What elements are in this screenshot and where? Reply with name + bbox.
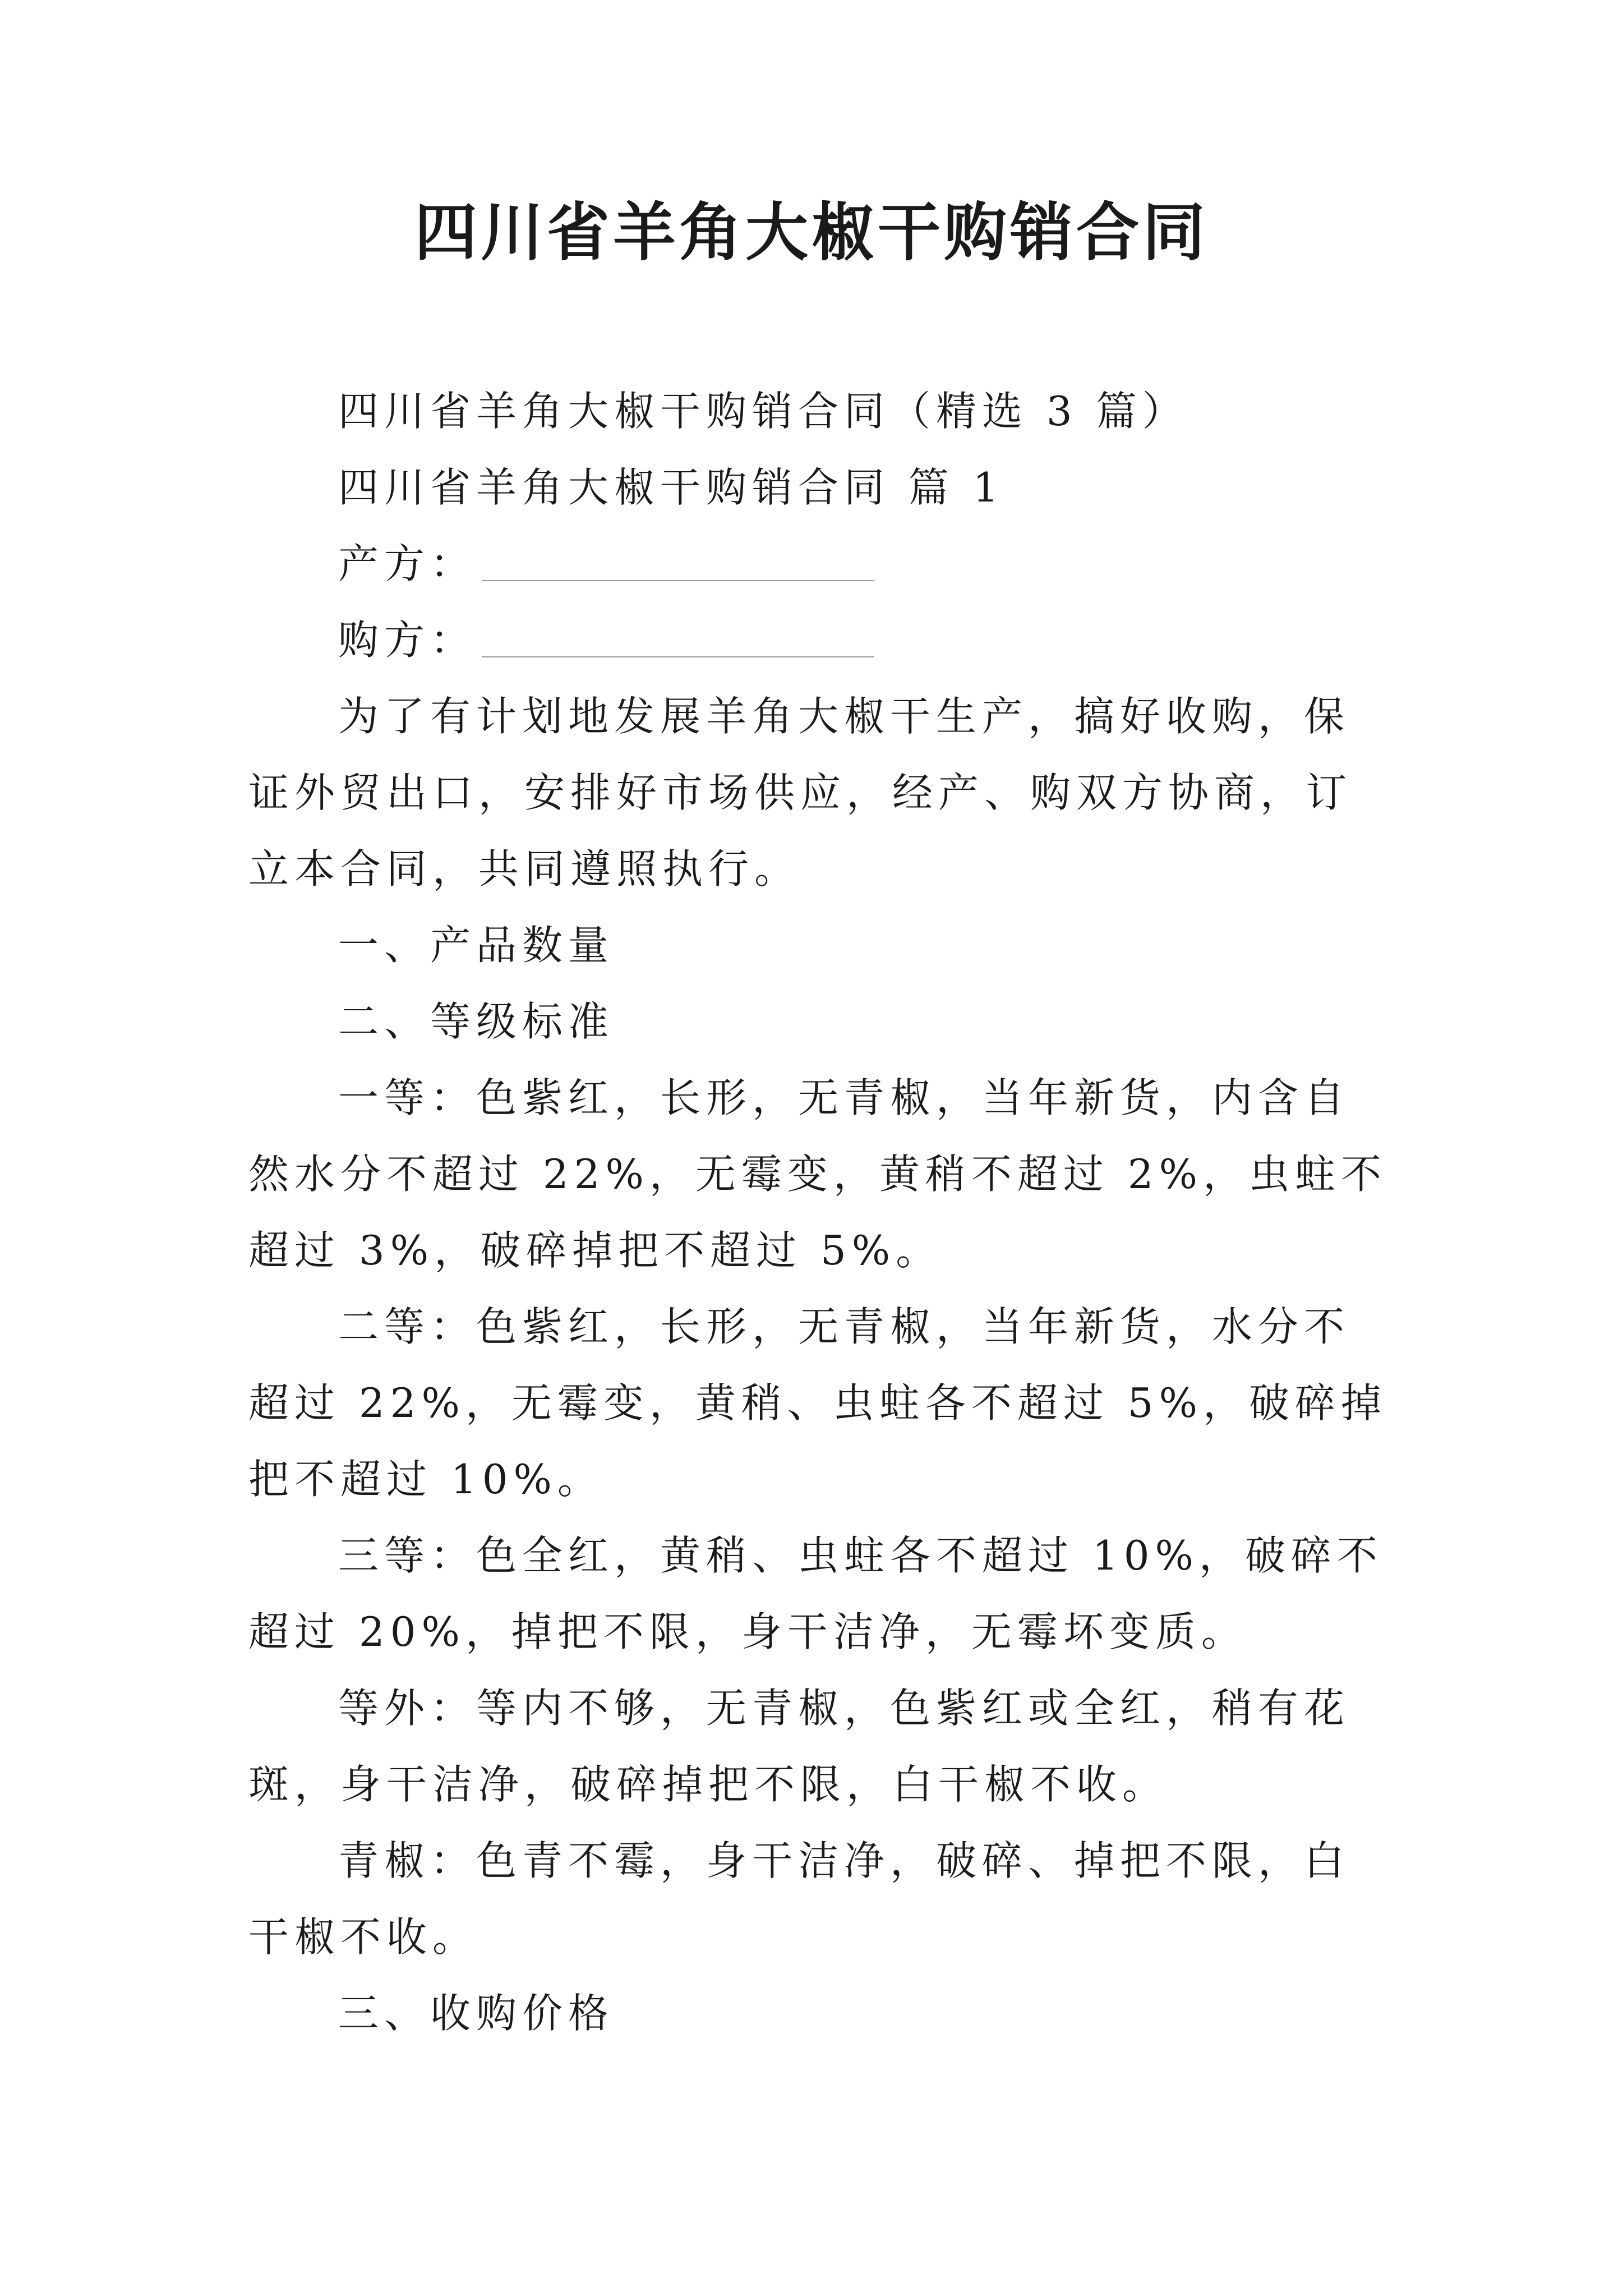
- party-a-blank: [482, 580, 874, 581]
- document-title: 四川省羊角大椒干购销合同: [414, 196, 1209, 269]
- party-a-line: [248, 526, 1390, 602]
- clause-1-heading: 一、产品数量: [338, 922, 615, 969]
- party-b-blank: [482, 656, 874, 657]
- grade-2-paragraph: 二等：色紫红，长形，无青椒，当年新货，水分不超过 22%，无霉变，黄稍、虫蛀各不超过 5%，破碎掉把不超过 10%。: [248, 1303, 1387, 1503]
- document-subtitle: 四川省羊角大椒干购销合同（精选 3 篇）: [338, 388, 1188, 435]
- party-b-label: 购方：: [338, 616, 477, 664]
- clause-2-heading: 二、等级标准: [338, 998, 615, 1045]
- grade-1-paragraph: 一等：色紫红，长形，无青椒，当年新货，内含自然水分不超过 22%，无霉变，黄稍不超过 2%，虫蛀不超过 3%，破碎掉把不超过 5%。: [248, 1074, 1387, 1274]
- grade-green-paragraph: 青椒：色青不霉，身干洁净，破碎、掉把不限，白干椒不收。: [248, 1837, 1350, 1961]
- clause-3-heading: 三、收购价格: [338, 1990, 615, 2037]
- party-b-line: [248, 602, 1390, 678]
- grade-other-paragraph: 等外：等内不够，无青椒，色紫红或全红，稍有花斑，身干洁净，破碎掉把不限，白干椒不收。: [248, 1685, 1350, 1808]
- party-a-label: 产方：: [338, 540, 477, 587]
- section-heading: 四川省羊角大椒干购销合同 篇 1: [338, 464, 1004, 511]
- grade-3-paragraph: 三等：色全红，黄稍、虫蛀各不超过 10%，破碎不超过 20%，掉把不限，身干洁净，无霉坏变质。: [248, 1532, 1383, 1655]
- document-body: [248, 373, 1390, 2051]
- intro-paragraph: 为了有计划地发展羊角大椒干生产，搞好收购，保证外贸出口，安排好市场供应，经产、购双方协商，订立本合同，共同遵照执行。: [248, 693, 1353, 892]
